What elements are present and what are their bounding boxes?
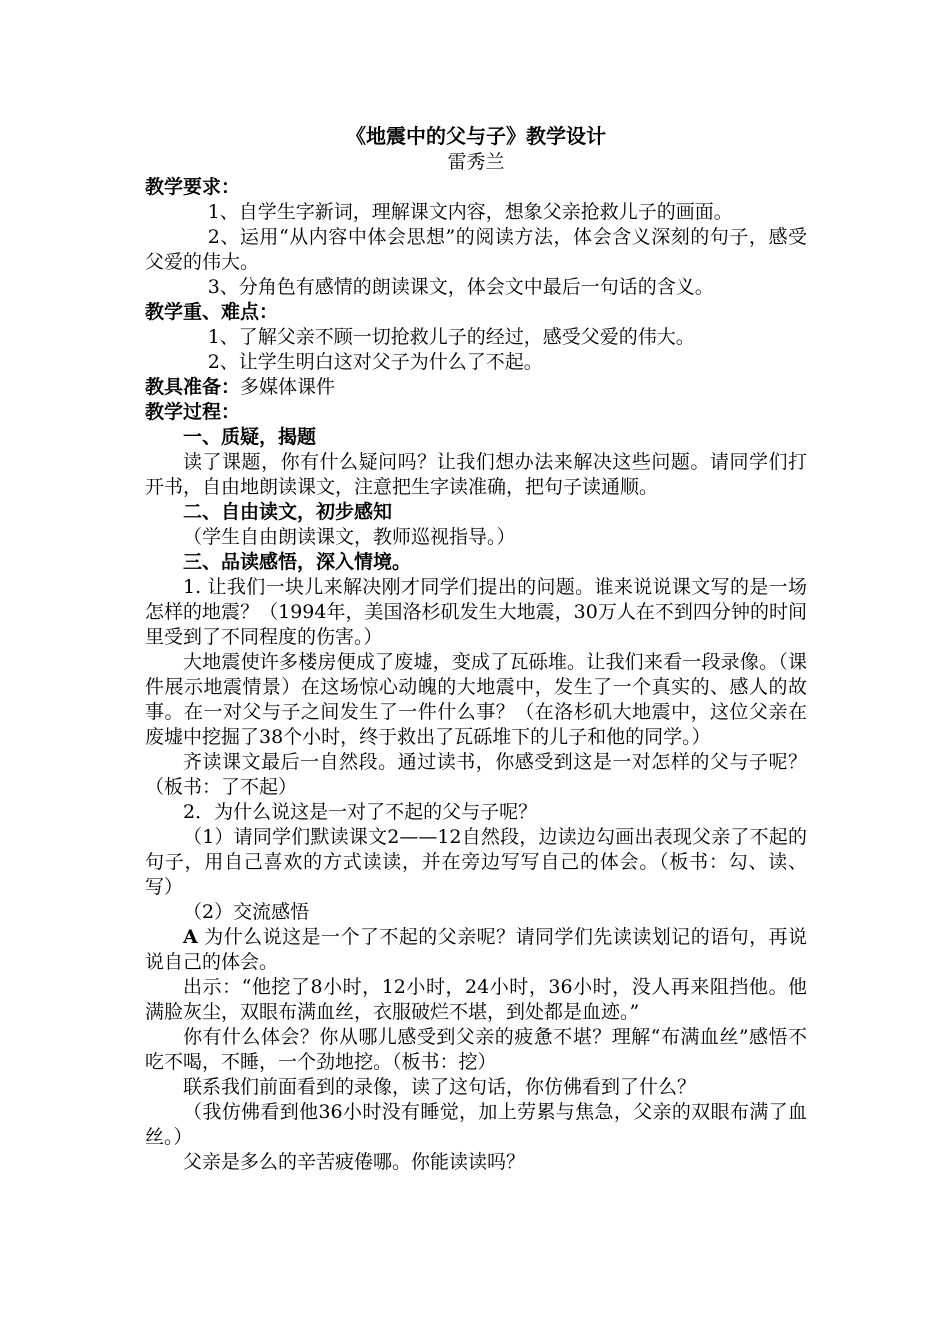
paragraph-11: （我仿佛看到他36小时没有睡觉，加上劳累与焦急，父亲的双眼布满了血丝。） — [145, 1101, 807, 1148]
paragraph-2: 大地震使许多楼房便成了废墟，变成了瓦砾堆。让我们来看一段录像。（课件展示地震情景）在这场惊心动魄的大地震中，发生了一个真实的、感人的故事。在一对父与子之间发生了一件什么事？（在洛杉矶大地震中，这位父亲在废墟中挖掘了38个小时，终于救出了瓦砾堆下的儿子和他的同学。） — [145, 651, 807, 748]
section-1-title: 一、质疑，揭题 — [183, 426, 317, 448]
section-2-text: （学生自由朗读课文，教师巡视指导。） — [183, 526, 516, 548]
materials-text: 多媒体课件 — [240, 376, 336, 398]
key-points-heading: 教学重、难点： — [145, 301, 279, 323]
section-2-title: 二、自由读文，初步感知 — [183, 501, 393, 523]
document-title: 《地震中的父与子》教学设计 — [346, 124, 606, 148]
paragraph-7-text: 为什么说这是一个了不起的父亲呢？请同学们先读读划记的语句，再说说自己的体会。 — [145, 926, 807, 973]
paragraph-7-lead: A — [183, 926, 198, 948]
requirement-item-1: 1、自学生字新词，理解课文内容，想象父亲抢救儿子的画面。 — [207, 201, 733, 223]
process-heading: 教学过程： — [145, 401, 241, 423]
paragraph-3: 齐读课文最后一自然段。通过读书，你感受到这是一对怎样的父与子呢？（板书：了不起） — [145, 751, 807, 798]
paragraph-4: 2．为什么说这是一对了不起的父与子呢？ — [183, 801, 538, 823]
section-1-text: 读了课题，你有什么疑问吗？让我们想办法来解决这些问题。请同学们打开书，自由地朗读课文，注意把生字读准确，把句子读通顺。 — [145, 451, 807, 498]
paragraph-9: 你有什么体会？你从哪儿感受到父亲的疲惫不堪？理解“布满血丝”感悟不吃不喝，不睡，一个劲地挖。（板书：挖） — [145, 1026, 807, 1073]
paragraph-12: 父亲是多么的辛苦疲倦哪。你能读读吗？ — [183, 1151, 526, 1173]
requirements-heading: 教学要求： — [145, 176, 241, 198]
requirement-item-3: 3、分角色有感情的朗读课文，体会文中最后一句话的含义。 — [207, 276, 714, 298]
paragraph-10: 联系我们前面看到的录像，读了这句话，你仿佛看到了什么？ — [183, 1076, 697, 1098]
paragraph-6: （2）交流感悟 — [183, 901, 310, 923]
paragraph-1: 1. 让我们一块儿来解决刚才同学们提出的问题。谁来说说课文写的是一场怎样的地震？（1994年，美国洛杉矶发生大地震，30万人在不到四分钟的时间里受到了不同程度的伤害。） — [145, 576, 807, 648]
paragraph-7 — [145, 925, 807, 975]
materials-line — [145, 375, 807, 400]
author-name: 雷秀兰 — [447, 151, 505, 173]
key-point-item-2: 2、让学生明白这对父子为什么了不起。 — [207, 351, 543, 373]
paragraph-8: 出示：“他挖了8小时，12小时，24小时，36小时，没人再来阻挡他。他满脸灰尘，双眼布满血丝，衣服破烂不堪，到处都是血迹。” — [145, 976, 807, 1023]
key-point-item-1: 1、了解父亲不顾一切抢救儿子的经过，感受父爱的伟大。 — [207, 326, 695, 348]
paragraph-5: （1）请同学们默读课文2——12自然段，边读边勾画出表现父亲了不起的句子，用自己喜欢的方式读读，并在旁边写写自己的体会。（板书：勾、读、写） — [145, 826, 807, 898]
section-3-title: 三、品读感悟，深入情境。 — [183, 551, 412, 573]
materials-heading: 教具准备： — [145, 376, 241, 398]
requirement-item-2: 2、运用“从内容中体会思想”的阅读方法，体会含义深刻的句子，感受父爱的伟大。 — [145, 226, 807, 273]
document-body — [145, 122, 807, 1175]
